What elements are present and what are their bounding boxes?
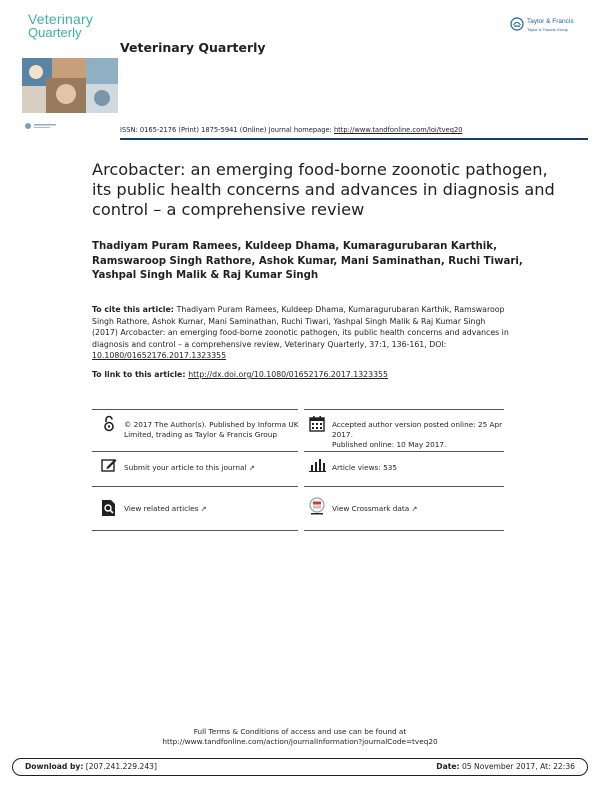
- grid-divider: [304, 486, 504, 487]
- terms-url[interactable]: http://www.tandfonline.com/action/journalInformation?journalCode=tveq20: [162, 737, 438, 746]
- related-articles-label: View related articles: [124, 504, 199, 513]
- external-link-icon: ↗: [248, 464, 255, 472]
- logo-line-2: Quarterly: [28, 25, 82, 40]
- publisher-name: Taylor & Francis: [527, 18, 574, 25]
- download-date: [436, 762, 575, 771]
- grid-divider: [92, 486, 298, 487]
- grid-divider: [304, 451, 504, 452]
- citation-label: To cite this article:: [92, 305, 177, 314]
- article-views: Article views: 535: [332, 463, 398, 472]
- publisher-logo-icon: [510, 17, 524, 31]
- crossmark-icon: [308, 497, 326, 515]
- article-link-line: [92, 370, 388, 379]
- journal-homepage-link[interactable]: http://www.tandfonline.com/loi/tveq20: [333, 126, 463, 134]
- license-text: © 2017 The Author(s). Published by Informa UK Limited, trading as Taylor & Francis Group: [124, 420, 299, 439]
- article-link-label: To link to this article:: [92, 370, 189, 379]
- open-access-icon: [100, 415, 118, 433]
- edit-icon: [100, 456, 118, 474]
- terms-line-1: Full Terms & Conditions of access and use can be found at: [193, 727, 407, 736]
- published-date-text: Published online: 10 May 2017.: [332, 440, 447, 449]
- issn-line: [120, 126, 462, 134]
- submit-article-label: Submit your article to this journal: [124, 463, 247, 472]
- external-link-icon: ↗: [411, 505, 418, 513]
- grid-divider: [92, 409, 298, 410]
- calendar-icon: [308, 415, 326, 433]
- journal-logo: [28, 12, 118, 40]
- grid-divider: [92, 530, 298, 531]
- date-value: 05 November 2017, At: 22:36: [459, 762, 575, 771]
- bar-chart-icon: [308, 456, 326, 474]
- issn-text: ISSN: 0165-2176 (Print) 1875-5941 (Online) Journal homepage:: [120, 126, 334, 134]
- download-ip: [207.241.229.243]: [83, 762, 157, 771]
- related-articles-icon: [100, 499, 118, 517]
- accepted-date-text: Accepted author version posted online: 25 Apr 2017.: [332, 420, 503, 439]
- download-label: Download by:: [25, 762, 84, 771]
- article-title: Arcobacter: an emerging food-borne zoonotic pathogen, its public health concerns and advances in diagnosis and control – a comprehensive review: [92, 160, 555, 219]
- header-divider: [120, 138, 588, 140]
- article-doi-link[interactable]: http://dx.doi.org/10.1080/01652176.2017.1323355: [188, 370, 388, 379]
- download-info-bar: [12, 758, 588, 776]
- submit-article-link[interactable]: [124, 463, 255, 473]
- grid-divider: [92, 451, 298, 452]
- citation-block: [92, 304, 512, 362]
- cover-collage-icon: [22, 58, 118, 113]
- crossmark-label: View Crossmark data: [332, 504, 410, 513]
- citation-doi-link[interactable]: 10.1080/01652176.2017.1323355: [92, 351, 227, 360]
- grid-divider: [304, 409, 504, 410]
- download-info: [25, 762, 157, 771]
- journal-name: Veterinary Quarterly: [120, 40, 266, 55]
- crossmark-link[interactable]: [332, 504, 417, 514]
- date-label: Date:: [436, 762, 460, 771]
- external-link-icon: ↗: [200, 505, 207, 513]
- terms-notice: [100, 727, 500, 747]
- cover-publisher-strip: [22, 117, 118, 135]
- publisher-logo: [510, 16, 590, 40]
- publisher-group: Taylor & Francis Group: [527, 27, 568, 32]
- related-articles-link[interactable]: [124, 504, 207, 514]
- article-authors: Thadiyam Puram Ramees, Kuldeep Dhama, Kumaragurubaran Karthik, Ramswaroop Singh Rathore, Ashok Kumar, Mani Saminathan, Ruchi Tiwari, Yashpal Singh Malik & Raj Kumar Singh: [92, 241, 523, 281]
- journal-cover-image: [22, 58, 118, 113]
- logo-line-1: Veterinary: [28, 11, 94, 27]
- citation-text: Thadiyam Puram Ramees, Kuldeep Dhama, Kumaragurubaran Karthik, Ramswaroop Singh Rathore, Ashok Kumar, Mani Saminathan, Ruchi Tiwari, Yashpal Singh Malik & Raj Kumar Singh (2017) Arcobacter: an emerging food-borne zoonotic pathogen, its public health concerns and advances in diagnosis and control – a comprehensive review, Veterinary Quarterly, 37:1, 136-161, DOI:: [92, 305, 509, 349]
- grid-divider: [304, 530, 504, 531]
